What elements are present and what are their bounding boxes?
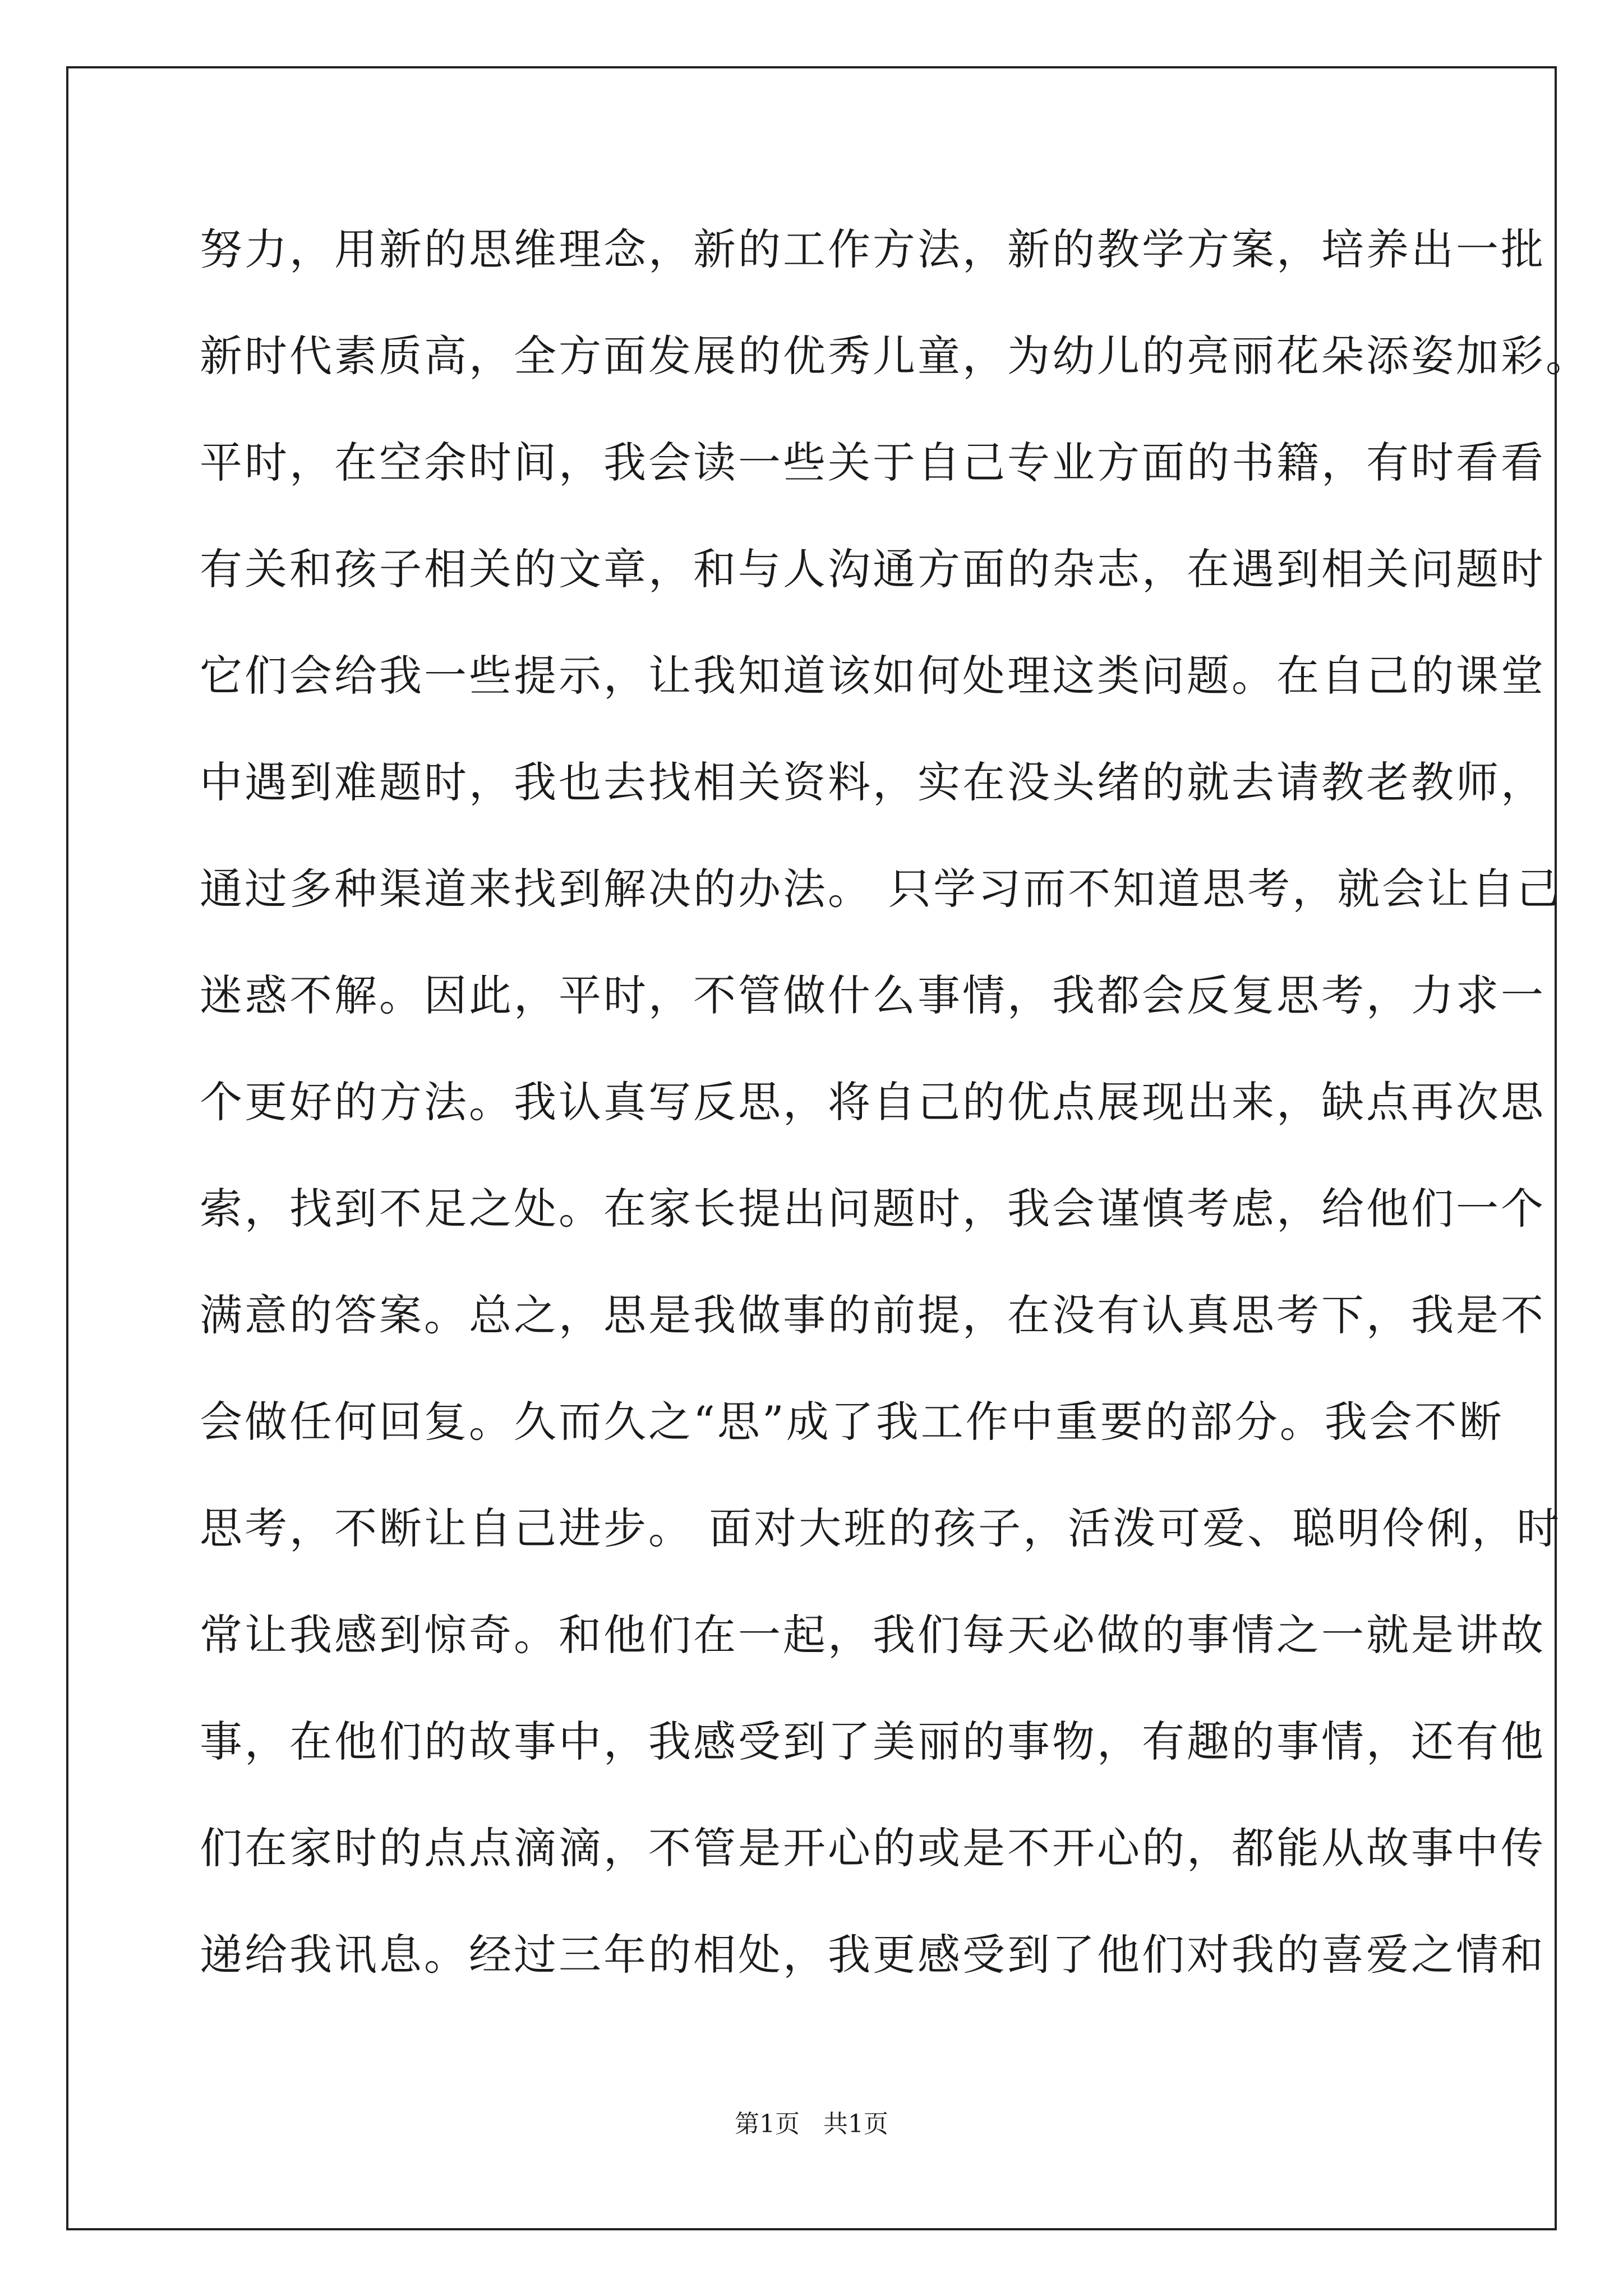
page-footer: 第1页 共1页 — [735, 2110, 888, 2138]
text-line: 中遇到难题时，我也去找相关资料，实在没头绪的就去请教老教师， — [200, 757, 1546, 807]
text-line: 新时代素质高，全方面发展的优秀儿童，为幼儿的亮丽花朵添姿加彩。 — [200, 331, 1590, 381]
text-line: 满意的答案。总之，思是我做事的前提，在没有认真思考下，我是不 — [200, 1290, 1546, 1340]
text-line: 有关和孩子相关的文章，和与人沟通方面的杂志，在遇到相关问题时 — [200, 544, 1546, 594]
text-line: 们在家时的点点滴滴，不管是开心的或是不开心的，都能从故事中传 — [200, 1823, 1546, 1873]
text-line: 会做任何回复。久而久之“思”成了我工作中重要的部分。我会不断 — [200, 1397, 1504, 1447]
text-line: 思考，不断让自己进步。 面对大班的孩子，活泼可爱、聪明伶俐，时 — [200, 1503, 1562, 1553]
text-line: 平时，在空余时间，我会读一些关于自己专业方面的书籍，有时看看 — [200, 438, 1546, 487]
text-line: 迷惑不解。因此，平时，不管做什么事情，我都会反复思考，力求一 — [200, 970, 1546, 1020]
text-line: 通过多种渠道来找到解决的办法。 只学习而不知道思考，就会让自己 — [200, 864, 1562, 914]
document-body — [200, 216, 1590, 2028]
text-line: 常让我感到惊奇。和他们在一起，我们每天必做的事情之一就是讲故 — [200, 1610, 1546, 1660]
text-line: 递给我讯息。经过三年的相处，我更感受到了他们对我的喜爱之情和 — [200, 1930, 1546, 1980]
text-line: 个更好的方法。我认真写反思，将自己的优点展现出来，缺点再次思 — [200, 1077, 1546, 1127]
text-line: 努力，用新的思维理念，新的工作方法，新的教学方案，培养出一批 — [200, 224, 1546, 274]
text-line: 索，找到不足之处。在家长提出问题时，我会谨慎考虑，给他们一个 — [200, 1184, 1546, 1234]
text-line: 它们会给我一些提示，让我知道该如何处理这类问题。在自己的课堂 — [200, 651, 1546, 701]
text-line: 事，在他们的故事中，我感受到了美丽的事物，有趣的事情，还有他 — [200, 1717, 1546, 1766]
